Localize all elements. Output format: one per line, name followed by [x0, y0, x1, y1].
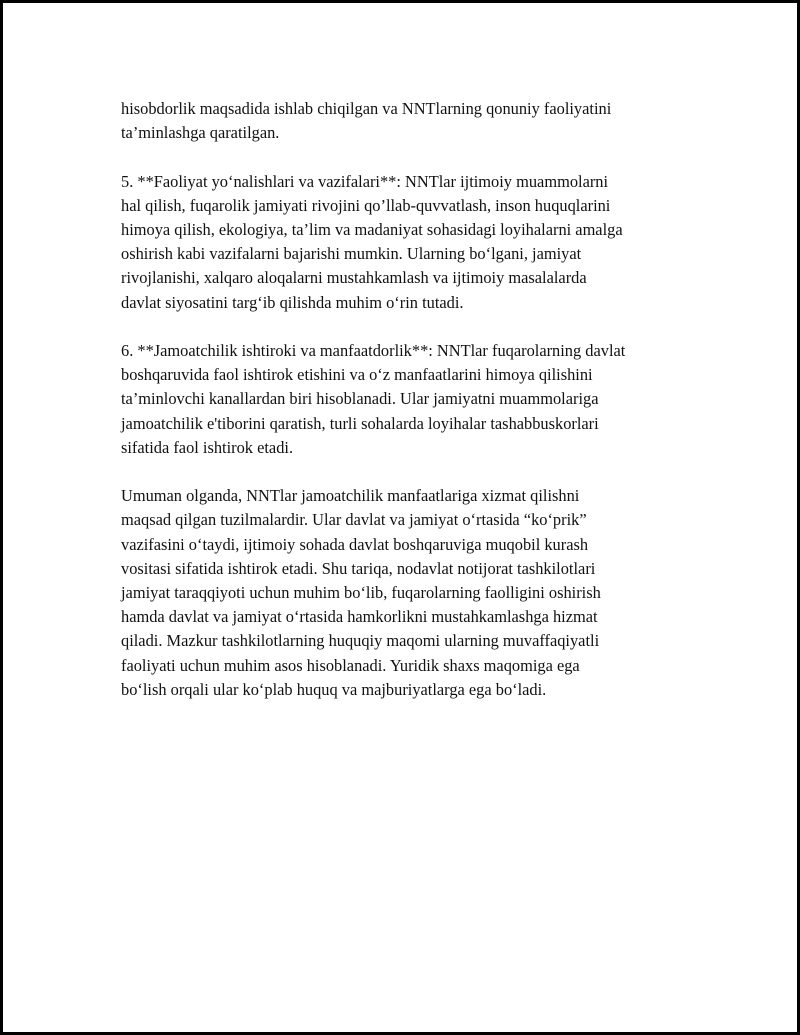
text-line: hamda davlat va jamiyat o‘rtasida hamkorlikni mustahkamlashga hizmat [121, 607, 598, 627]
text-line: oshirish kabi vazifalarni bajarishi mumkin. Ularning bo‘lgani, jamiyat [121, 244, 582, 264]
text-line: maqsad qilgan tuzilmalardir. Ular davlat va jamiyat o‘rtasida “ko‘prik” [121, 510, 587, 530]
text-line: qiladi. Mazkur tashkilotlarning huquqiy maqomi ularning muvaffaqiyatli [121, 631, 600, 651]
text-line: 5. **Faoliyat yo‘nalishlari va vazifalari**: NNTlar ijtimoiy muammolarni [121, 171, 609, 191]
paragraph-item-5 [121, 170, 721, 315]
text-line: rivojlanishi, xalqaro aloqalarni mustahkamlash va ijtimoiy masalalarda [121, 268, 587, 288]
text-line: 6. **Jamoatchilik ishtiroki va manfaatdorlik**: NNTlar fuqarolarning davlat [121, 341, 626, 360]
text-line: ta’minlashga qaratilgan. [121, 123, 280, 143]
text-line: hisobdorlik maqsadida ishlab chiqilgan va NNTlarning qonuniy faoliyatini [121, 99, 612, 118]
text-line: bo‘lish orqali ular ko‘plab huquq va majburiyatlarga ega bo‘ladi. [121, 679, 547, 699]
text-line: boshqaruvida faol ishtirok etishini va o‘z manfaatlarini himoya qilishini [121, 365, 593, 385]
text-line: davlat siyosatini targ‘ib qilishda muhim o‘rin tutadi. [121, 292, 464, 312]
text-line: sifatida faol ishtirok etadi. [121, 437, 294, 457]
document-body [121, 97, 721, 726]
text-line: jamiyat taraqqiyoti uchun muhim bo‘lib, fuqarolarning faolligini oshirish [121, 583, 601, 603]
paragraph-continuation [121, 97, 721, 145]
text-line: vositasi sifatida ishtirok etadi. Shu tariqa, nodavlat notijorat tashkilotlari [121, 558, 596, 578]
text-line: hal qilish, fuqarolik jamiyati rivojini qo’llab-quvvatlash, inson huquqlarini [121, 195, 611, 215]
text-line: jamoatchilik e'tiborini qaratish, turli sohalarda loyihalar tashabbuskorlari [121, 413, 599, 433]
text-line: faoliyati uchun muhim asos hisoblanadi. Yuridik shaxs maqomiga ega [121, 655, 580, 675]
text-line: Umuman olganda, NNTlar jamoatchilik manfaatlariga xizmat qilishni [121, 486, 580, 506]
paragraph-conclusion [121, 484, 721, 702]
text-line: vazifasini o‘taydi, ijtimoiy sohada davlat boshqaruviga muqobil kurash [121, 534, 589, 554]
paragraph-item-6 [121, 339, 721, 460]
text-line: ta’minlovchi kanallardan biri hisoblanadi. Ular jamiyatni muammolariga [121, 389, 599, 409]
text-line: himoya qilish, ekologiya, ta’lim va madaniyat sohasidagi loyihalarni amalga [121, 220, 623, 239]
